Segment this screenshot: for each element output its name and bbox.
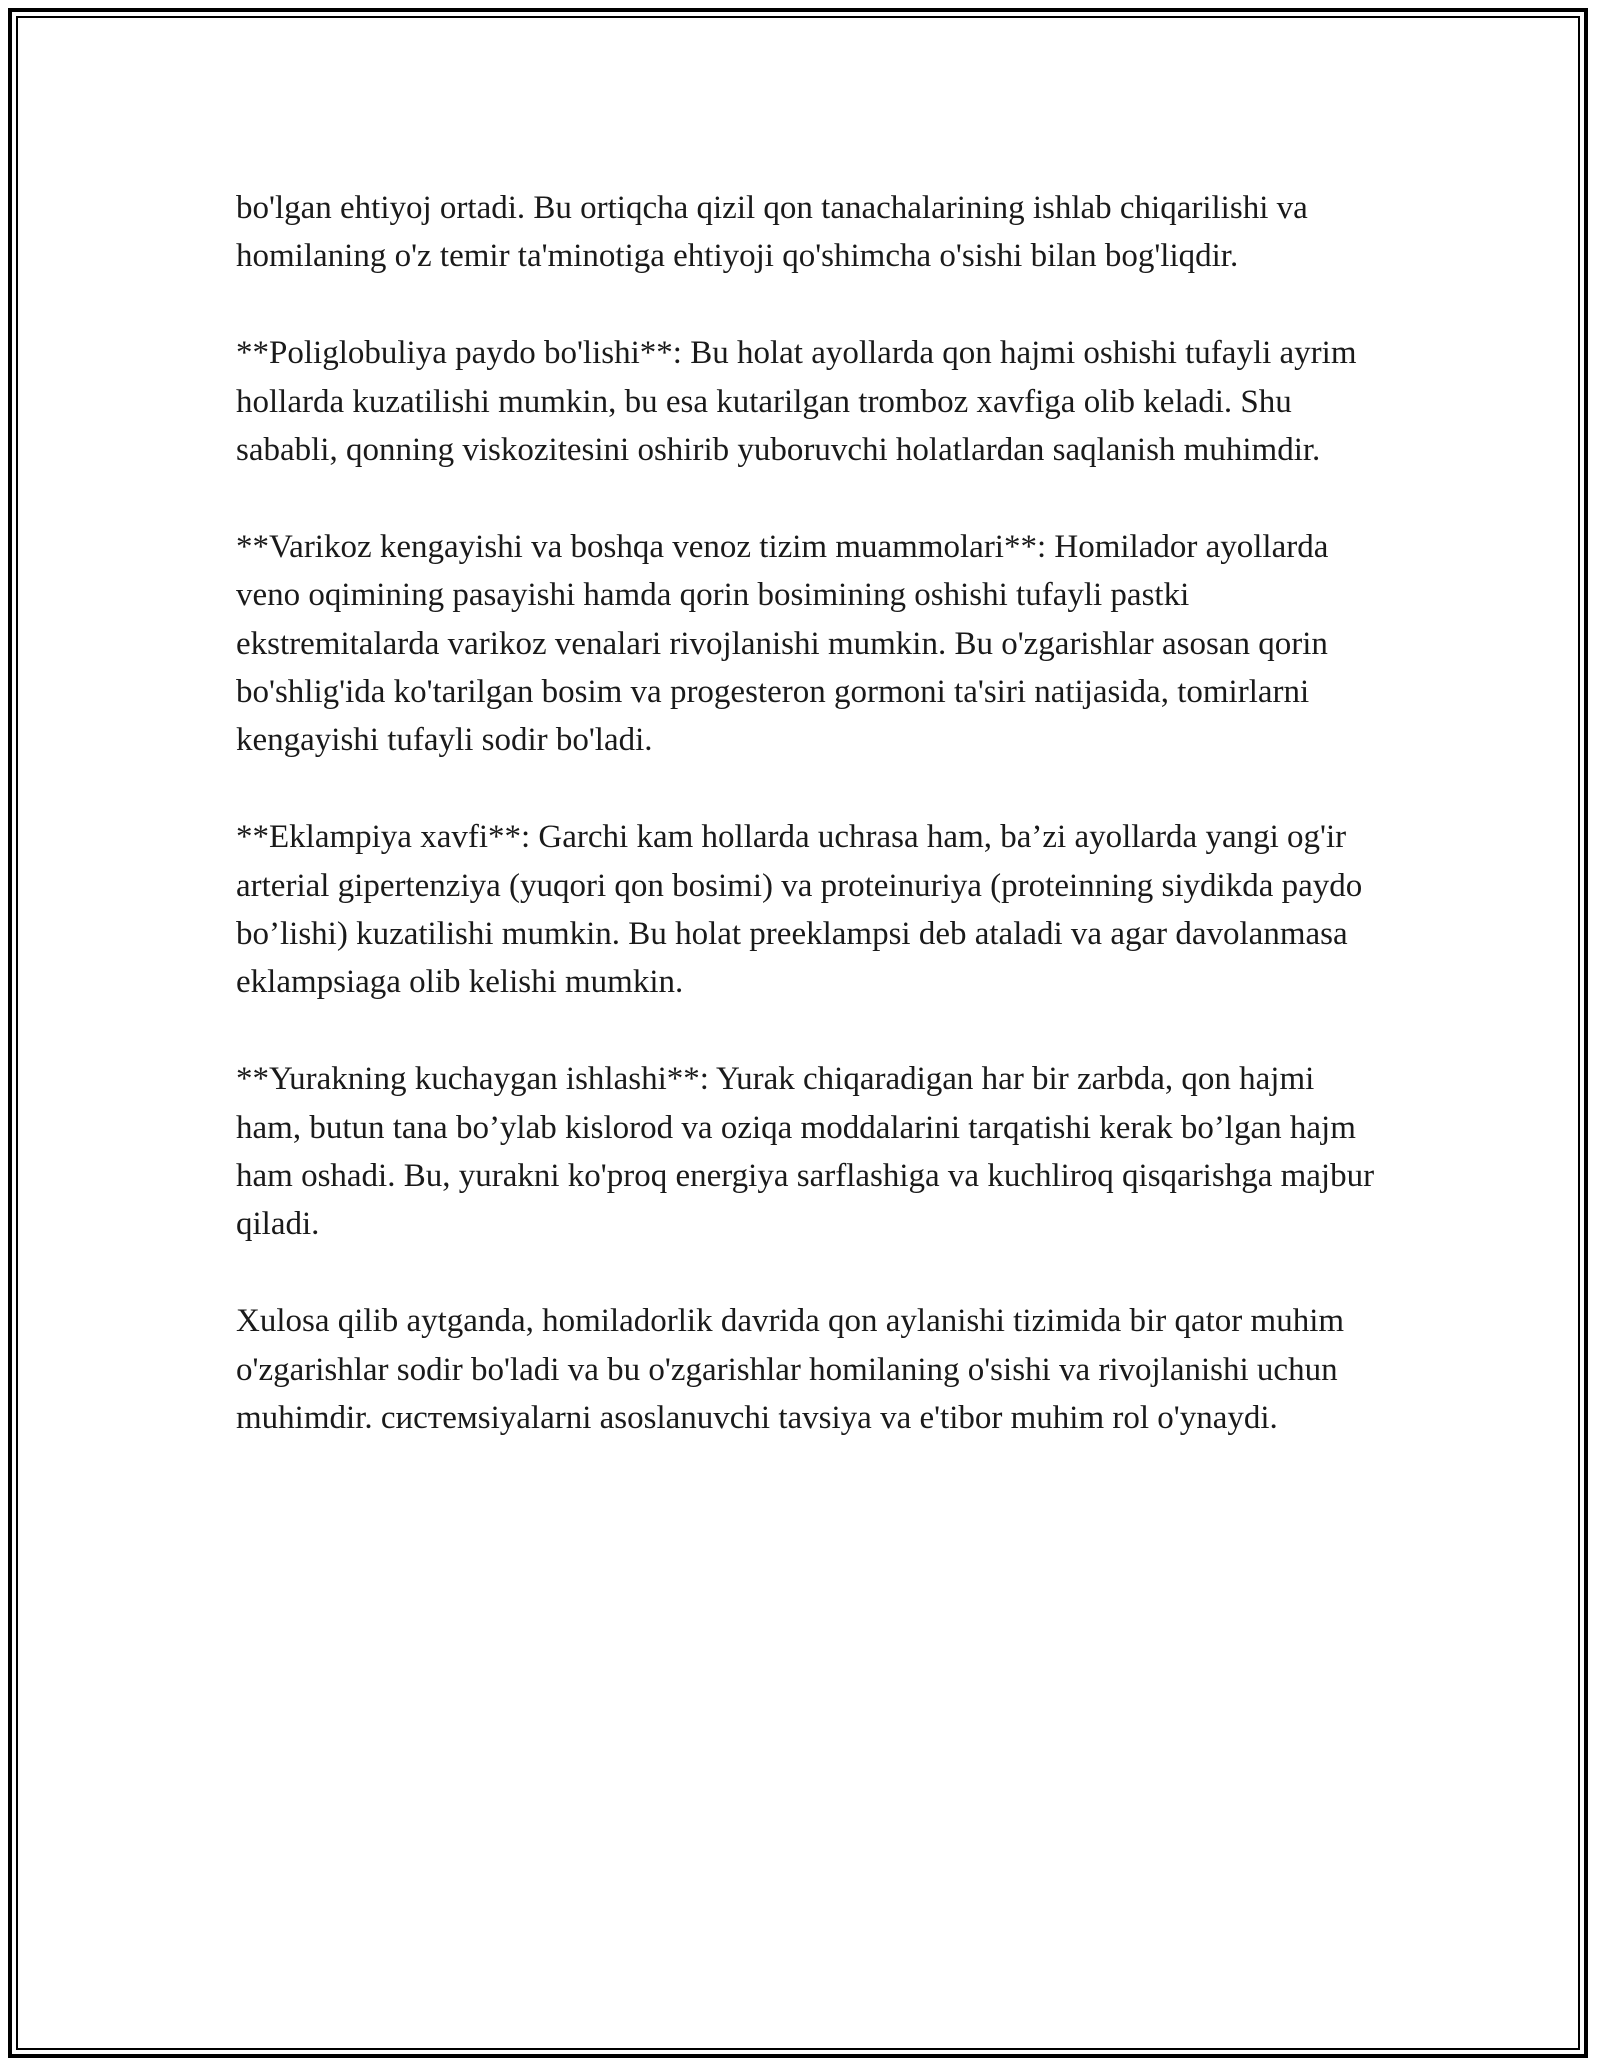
paragraph-xulosa: Xulosa qilib aytganda, homiladorlik davrida qon aylanishi tizimida bir qator muhim o'zgarishlar sodir bo'ladi va bu o'zgarishlar homilaning o'sishi va rivojlanishi uchun muhimdir. системsiyalarni asoslanuvchi tavsiya va e'tibor muhim rol o'ynaydi. [236,1303,1345,1437]
paragraph-poliglobuliya: **Poliglobuliya paydo bo'lishi**: Bu holat ayollarda qon hajmi oshishi tufayli ayrim hollarda kuzatilishi mumkin, bu esa kutarilgan tromboz xavfiga olib keladi. Shu sababli, qonning viskozitesini oshirib yuboruvchi holatlardan saqlanish muhimdir. [236,335,1357,469]
document-body [236,184,1376,1491]
paragraph-eklampiya: **Eklampiya xavfi**: Garchi kam hollarda uchrasa ham, ba’zi ayollarda yangi og'ir arterial gipertenziya (yuqori qon bosimi) va proteinuriya (proteinning siydikda paydo bo’lishi) kuzatilishi mumkin. Bu holat preeklampsi deb ataladi va agar davolanmasa eklampsiaga olib kelishi mumkin. [236,819,1363,1001]
paragraph-varikoz: **Varikoz kengayishi va boshqa venoz tizim muammolari**: Homilador ayollarda veno oqimining pasayishi hamda qorin bosimining oshishi tufayli pastki ekstremitalarda varikoz venalari rivojlanishi mumkin. Bu o'zgarishlar asosan qorin bo'shlig'ida ko'tarilgan bosim va progesteron gormoni ta'siri natijasida, tomirlarni kengayishi tufayli sodir bo'ladi. [236,528,1329,759]
paragraph-continuation: bo'lgan ehtiyoj ortadi. Bu ortiqcha qizil qon tanachalarining ishlab chiqarilishi va homilaning o'z temir ta'minotiga ehtiyoji qo'shimcha o'sishi bilan bog'liqdir. [236,190,1308,275]
paragraph-yurak: **Yurakning kuchaygan ishlashi**: Yurak chiqaradigan har bir zarbda, qon hajmi ham, butun tana bo’ylab kislorod va oziqa moddalarini tarqatishi kerak bo’lgan hajm ham oshadi. Bu, yurakni ko'proq energiya sarflashiga va kuchliroq qisqarishga majbur qiladi. [236,1061,1375,1243]
